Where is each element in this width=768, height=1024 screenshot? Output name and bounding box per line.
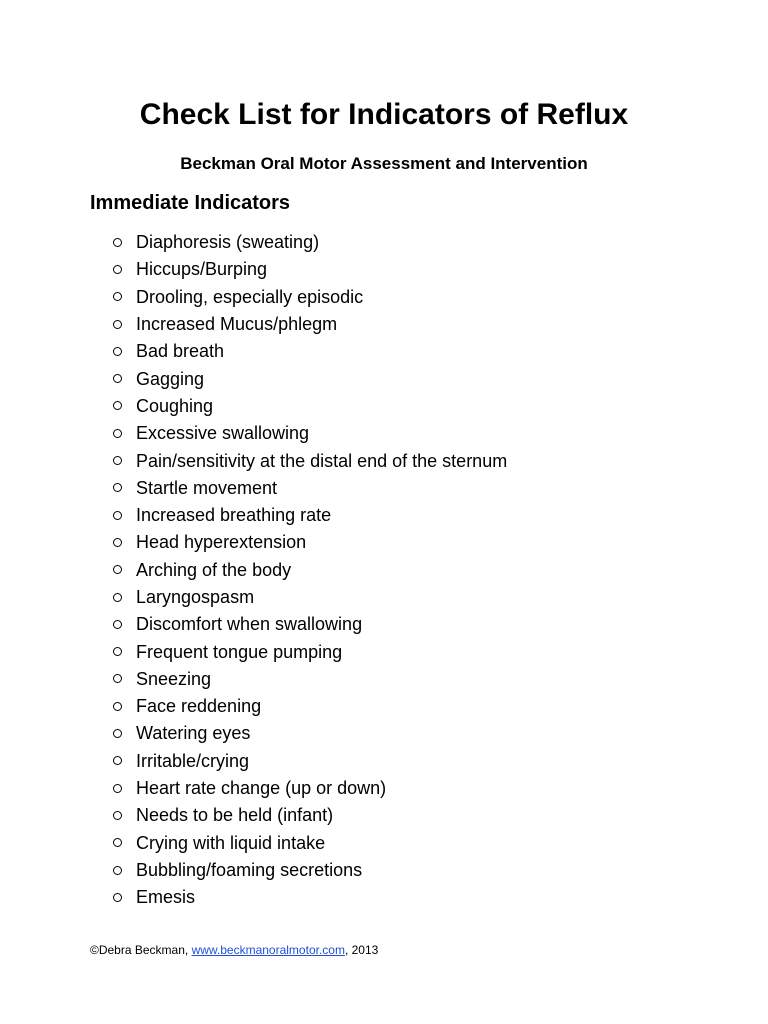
list-item: [113, 229, 507, 256]
list-item: [113, 557, 507, 584]
list-item-text: Diaphoresis (sweating): [136, 232, 320, 253]
list-item: [113, 666, 507, 693]
list-item: [113, 693, 507, 720]
hollow-circle-bullet-icon: [113, 529, 136, 556]
list-item-text: Needs to be held (infant): [136, 805, 334, 826]
hollow-circle-bullet-icon: [113, 338, 136, 365]
hollow-circle-bullet-icon: [113, 557, 136, 584]
hollow-circle-bullet-icon: [113, 611, 136, 638]
hollow-circle-bullet-icon: [113, 748, 136, 775]
list-item-text: Bubbling/foaming secretions: [136, 859, 363, 880]
hollow-circle-bullet-icon: [113, 311, 136, 338]
list-item: [113, 284, 507, 311]
list-item: [113, 611, 507, 638]
hollow-circle-bullet-icon: [113, 720, 136, 747]
list-item: [113, 775, 507, 802]
list-item: [113, 475, 507, 502]
hollow-circle-bullet-icon: [113, 693, 136, 720]
hollow-circle-bullet-icon: [113, 475, 136, 502]
page-subtitle: Beckman Oral Motor Assessment and Intervention: [180, 154, 588, 173]
website-link[interactable]: www.beckmanoralmotor.com: [191, 943, 345, 957]
hollow-circle-bullet-icon: [113, 639, 136, 666]
list-item-text: Excessive swallowing: [136, 423, 310, 444]
list-item: [113, 311, 507, 338]
list-item: [113, 830, 507, 857]
hollow-circle-bullet-icon: [113, 857, 136, 884]
list-item: [113, 365, 507, 392]
list-item: [113, 748, 507, 775]
list-item-text: Face reddening: [136, 696, 262, 717]
list-item: [113, 447, 507, 474]
list-item: [113, 720, 507, 747]
list-item-text: Sneezing: [136, 668, 212, 689]
list-item-text: Watering eyes: [136, 723, 251, 744]
list-item-text: Increased breathing rate: [136, 505, 332, 526]
list-item-text: Pain/sensitivity at the distal end of the sternum: [136, 450, 508, 471]
list-item-text: Heart rate change (up or down): [136, 778, 387, 799]
hollow-circle-bullet-icon: [113, 666, 136, 693]
list-item: [113, 584, 507, 611]
list-item-text: Discomfort when swallowing: [136, 614, 363, 635]
list-item-text: Irritable/crying: [136, 750, 250, 771]
hollow-circle-bullet-icon: [113, 420, 136, 447]
hollow-circle-bullet-icon: [113, 393, 136, 420]
list-item-text: Hiccups/Burping: [136, 259, 268, 280]
copyright-suffix: , 2013: [344, 943, 379, 957]
page-title: Check List for Indicators of Reflux: [139, 98, 629, 131]
list-item-text: Bad breath: [136, 341, 225, 362]
list-item: [113, 638, 507, 665]
indicator-list: [113, 229, 507, 911]
hollow-circle-bullet-icon: [113, 884, 136, 911]
hollow-circle-bullet-icon: [113, 284, 136, 311]
list-item: [113, 802, 507, 829]
list-item: [113, 529, 507, 556]
hollow-circle-bullet-icon: [113, 802, 136, 829]
list-item: [113, 338, 507, 365]
hollow-circle-bullet-icon: [113, 502, 136, 529]
list-item-text: Head hyperextension: [136, 532, 307, 553]
list-item: [113, 256, 507, 283]
list-item-text: Gagging: [136, 368, 205, 389]
hollow-circle-bullet-icon: [113, 830, 136, 857]
list-item-text: Frequent tongue pumping: [136, 641, 343, 662]
hollow-circle-bullet-icon: [113, 448, 136, 475]
list-item: [113, 502, 507, 529]
list-item: [113, 884, 507, 911]
list-item-text: Crying with liquid intake: [136, 832, 326, 853]
list-item-text: Coughing: [136, 395, 214, 416]
list-item: [113, 857, 507, 884]
copyright-prefix: ©Debra Beckman,: [90, 943, 192, 957]
hollow-circle-bullet-icon: [113, 584, 136, 611]
list-item-text: Startle movement: [136, 477, 278, 498]
list-item: [113, 420, 507, 447]
list-item-text: Increased Mucus/phlegm: [136, 314, 338, 335]
list-item-text: Emesis: [136, 887, 196, 908]
footer-copyright: [90, 942, 378, 958]
list-item-text: Arching of the body: [136, 559, 292, 580]
hollow-circle-bullet-icon: [113, 366, 136, 393]
hollow-circle-bullet-icon: [113, 256, 136, 283]
list-item-text: Laryngospasm: [136, 587, 255, 607]
hollow-circle-bullet-icon: [113, 775, 136, 802]
list-item: [113, 393, 507, 420]
hollow-circle-bullet-icon: [113, 229, 136, 256]
section-heading: Immediate Indicators: [90, 192, 291, 214]
list-item-text: Drooling, especially episodic: [136, 286, 364, 307]
